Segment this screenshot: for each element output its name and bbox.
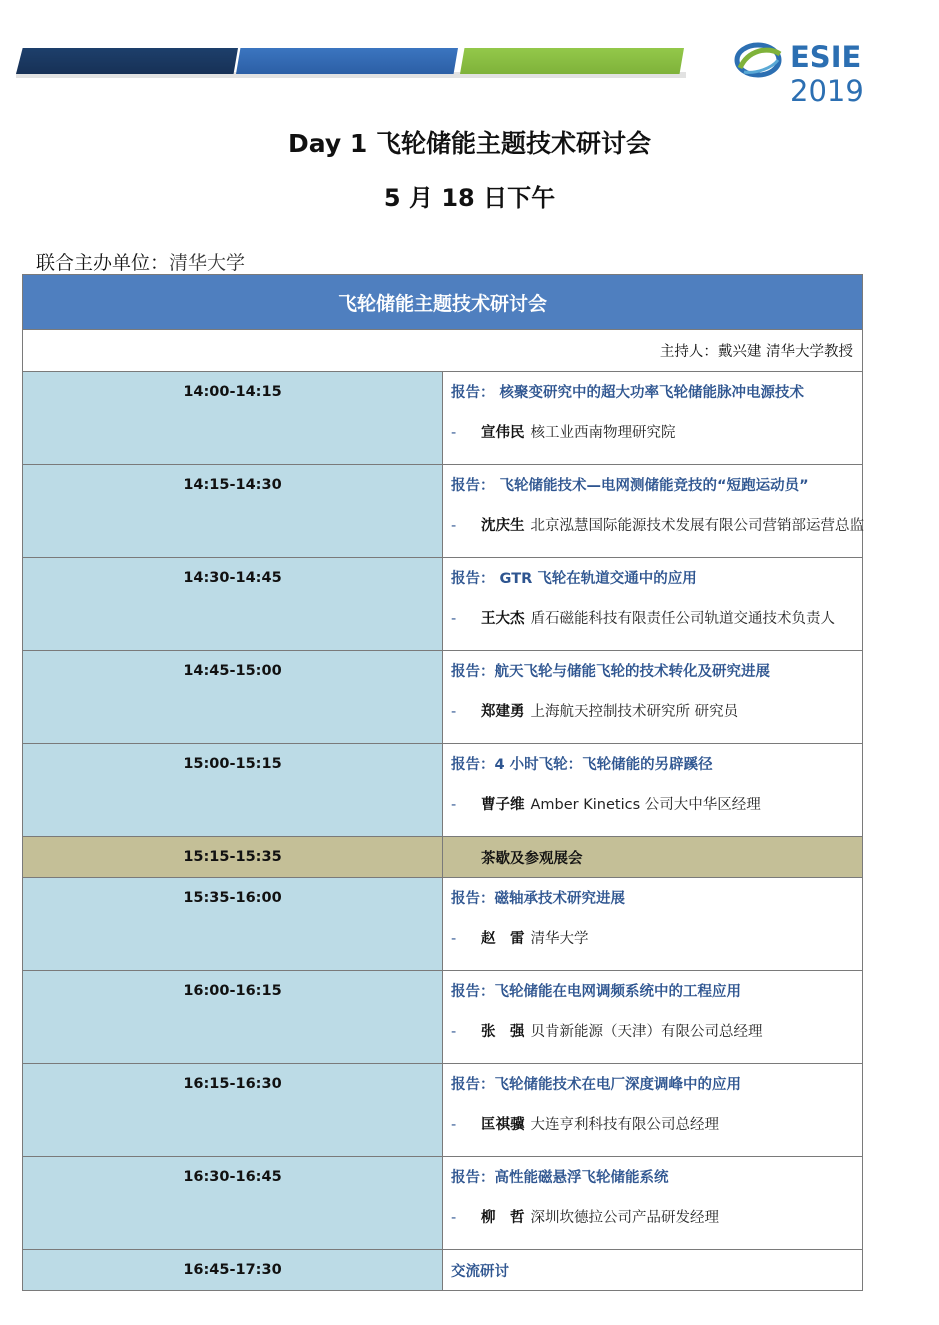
speaker-name: 张 强 — [481, 1024, 525, 1040]
session-topic: 报告： GTR 飞轮在轨道交通中的应用 — [451, 571, 697, 587]
speaker-org: Amber Kinetics 公司大中华区经理 — [530, 797, 761, 813]
session-speaker-line — [451, 1114, 854, 1136]
speaker-dash: - — [451, 797, 457, 813]
final-label: 交流研讨 — [443, 1250, 863, 1291]
session-topic: 报告： 核聚变研究中的超大功率飞轮储能脉冲电源技术 — [451, 385, 805, 401]
break-row — [23, 837, 863, 878]
logo-brand: ESIE — [790, 40, 862, 74]
session-topic: 报告：飞轮储能在电网调频系统中的工程应用 — [451, 984, 741, 1000]
session-topic: 报告：飞轮储能技术在电厂深度调峰中的应用 — [451, 1077, 741, 1093]
table-row — [23, 465, 863, 558]
session-time: 14:15-14:30 — [23, 465, 443, 558]
break-time: 15:15-15:35 — [23, 837, 443, 878]
session-body — [443, 558, 863, 651]
table-row — [23, 1157, 863, 1250]
table-row — [23, 971, 863, 1064]
session-time: 16:15-16:30 — [23, 1064, 443, 1157]
session-topic: 报告：4 小时飞轮：飞轮储能的另辟蹊径 — [451, 757, 713, 773]
session-body — [443, 878, 863, 971]
organizer-line — [36, 248, 245, 275]
page-title: Day 1 飞轮储能主题技术研讨会 — [288, 129, 651, 158]
speaker-dash: - — [451, 518, 457, 534]
speaker-org: 清华大学 — [530, 931, 589, 947]
esie-swirl-icon — [734, 38, 784, 80]
table-row — [23, 558, 863, 651]
table-heading: 飞轮储能主题技术研讨会 — [23, 275, 863, 330]
table-row — [23, 744, 863, 837]
session-topic: 报告：航天飞轮与储能飞轮的技术转化及研究进展 — [451, 664, 770, 680]
session-time: 14:30-14:45 — [23, 558, 443, 651]
speaker-name: 柳 哲 — [481, 1210, 525, 1226]
schedule-table — [22, 274, 863, 1291]
session-topic: 报告： 飞轮储能技术—电网测储能竞技的“短跑运动员” — [451, 478, 809, 494]
speaker-dash: - — [451, 1024, 457, 1040]
speaker-dash: - — [451, 611, 457, 627]
session-body — [443, 971, 863, 1064]
speaker-name: 王大杰 — [481, 611, 525, 627]
session-speaker-line — [451, 928, 854, 950]
session-time: 14:45-15:00 — [23, 651, 443, 744]
session-time: 15:35-16:00 — [23, 878, 443, 971]
table-row — [23, 878, 863, 971]
session-topic: 报告：磁轴承技术研究进展 — [451, 891, 625, 907]
session-time: 15:00-15:15 — [23, 744, 443, 837]
host-line: 主持人：戴兴建 清华大学教授 — [23, 330, 863, 372]
esie-logo — [734, 38, 920, 108]
session-speaker-line — [451, 515, 864, 537]
logo-text — [790, 40, 920, 108]
session-speaker-line — [451, 1021, 854, 1043]
organizer-value: 清华大学 — [169, 252, 246, 274]
table-row — [23, 1064, 863, 1157]
speaker-name: 沈庆生 — [481, 518, 525, 534]
session-body — [443, 372, 863, 465]
speaker-org: 核工业西南物理研究院 — [530, 425, 676, 441]
speaker-name: 宣伟民 — [481, 425, 525, 441]
table-row — [23, 372, 863, 465]
header-bar-green — [460, 48, 684, 74]
final-time: 16:45-17:30 — [23, 1250, 443, 1291]
session-speaker-line — [451, 608, 854, 630]
session-speaker-line — [451, 794, 854, 816]
speaker-dash: - — [451, 1117, 457, 1133]
session-time: 16:30-16:45 — [23, 1157, 443, 1250]
session-speaker-line — [451, 701, 854, 723]
page-subtitle: 5 月 18 日下午 — [383, 184, 556, 212]
table-row — [23, 651, 863, 744]
speaker-name: 匡祺骥 — [481, 1117, 525, 1133]
session-body — [443, 465, 863, 558]
speaker-org: 深圳坎德拉公司产品研发经理 — [530, 1210, 719, 1226]
session-body — [443, 1157, 863, 1250]
speaker-dash: - — [451, 425, 457, 441]
organizer-label: 联合主办单位： — [36, 252, 170, 274]
logo-year: 2019 — [790, 74, 864, 108]
speaker-org: 贝肯新能源（天津）有限公司总经理 — [530, 1024, 763, 1040]
session-time: 14:00-14:15 — [23, 372, 443, 465]
session-speaker-line — [451, 422, 854, 444]
session-speaker-line — [451, 1207, 854, 1229]
speaker-org: 大连亨利科技有限公司总经理 — [530, 1117, 719, 1133]
speaker-org: 北京泓慧国际能源技术发展有限公司营销部运营总监 — [530, 518, 864, 534]
break-label: 茶歇及参观展会 — [443, 837, 863, 878]
final-row — [23, 1250, 863, 1291]
session-body — [443, 651, 863, 744]
session-body — [443, 744, 863, 837]
header-bar-blue — [236, 48, 458, 74]
speaker-dash: - — [451, 704, 457, 720]
header-bar-navy — [16, 48, 238, 74]
session-body — [443, 1064, 863, 1157]
session-topic: 报告：高性能磁悬浮飞轮储能系统 — [451, 1170, 669, 1186]
speaker-dash: - — [451, 931, 457, 947]
speaker-org: 盾石磁能科技有限责任公司轨道交通技术负责人 — [530, 611, 835, 627]
speaker-name: 赵 雷 — [481, 931, 525, 947]
speaker-name: 郑建勇 — [481, 704, 525, 720]
speaker-name: 曹子维 — [481, 797, 525, 813]
speaker-dash: - — [451, 1210, 457, 1226]
session-time: 16:00-16:15 — [23, 971, 443, 1064]
speaker-org: 上海航天控制技术研究所 研究员 — [530, 704, 739, 720]
